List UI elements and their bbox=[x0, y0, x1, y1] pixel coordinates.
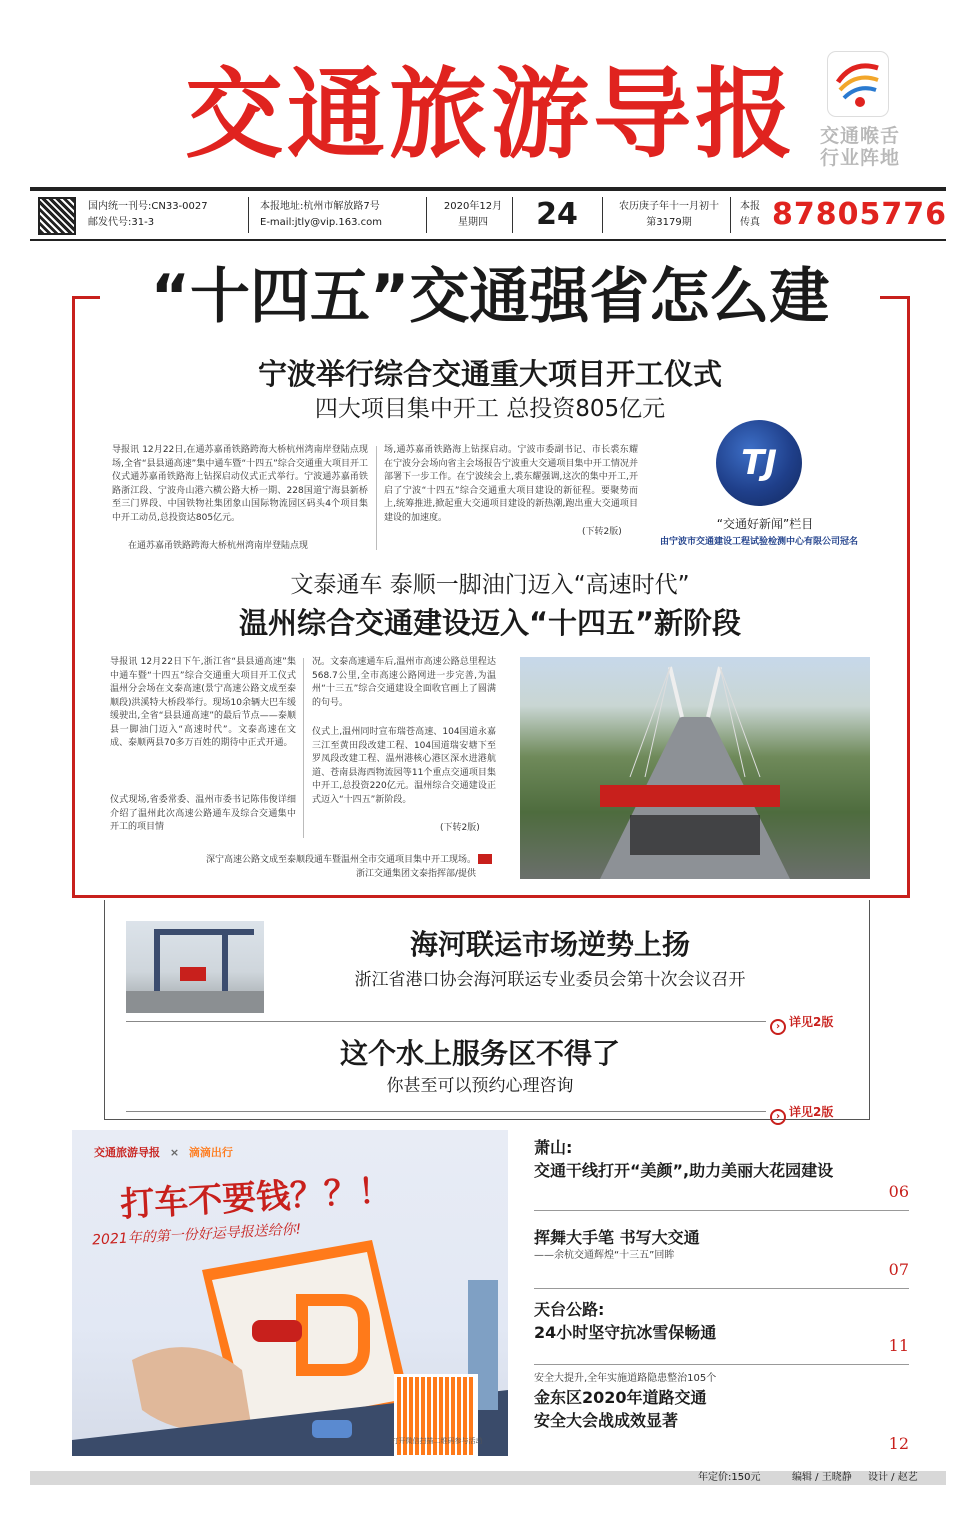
middle-story1-title[interactable]: 海河联运市场逆势上扬 bbox=[409, 928, 690, 961]
index-subtitle: ——余杭交通辉煌“十三五”回眸 bbox=[534, 1250, 675, 1261]
story1-subtitle: 四大项目集中开工 总投资805亿元 bbox=[314, 396, 666, 422]
middle-story2-ref[interactable] bbox=[770, 1103, 833, 1125]
weekday: 星期四 bbox=[458, 217, 488, 228]
story2-title[interactable]: 温州综合交通建设迈入“十四五”新阶段 bbox=[238, 606, 742, 640]
day-block bbox=[512, 191, 602, 239]
bridge-illustration bbox=[520, 657, 870, 879]
story2-continued: (下转2版) bbox=[440, 823, 480, 833]
newspaper-logo bbox=[828, 52, 888, 116]
caption-arrow-icon bbox=[478, 853, 492, 867]
index-item[interactable] bbox=[534, 1372, 909, 1456]
story1-continued: (下转2版) bbox=[582, 527, 622, 537]
email: E-mail:jtly@vip.163.com bbox=[260, 217, 382, 228]
story1-col2: 场,通苏嘉甬铁路海上钻探启动。宁波市委副书记、市长裘东耀在宁波分会场向省主会场报告宁波重大交通项目集中开工情况并部署下一步工作。在宁波续会上,裘东耀强调,这次的集中开工,开启了宁波“十四五”综合交通重大项目建设的新征程。要聚势而上,统筹推进,掀起重大交通项目建设的新热潮,跑出重大交通项目建设的加速度。 bbox=[384, 445, 638, 523]
index-title-2: 安全大会战成效显著 bbox=[534, 1411, 679, 1430]
fax-label-1: 本报 bbox=[740, 201, 760, 212]
postal-code: 邮发代号:31-3 bbox=[88, 217, 155, 228]
index-kicker: 天台公路: bbox=[534, 1300, 605, 1319]
cn-number: 国内统一刊号:CN33-0027 bbox=[88, 201, 208, 212]
story2-col2b: 仪式上,温州同时宣布瑞苍高速、104国道永嘉三江至黄田段改建工程、104国道瑞安塘下至罗凤段改建工程、温州港核心港区深水进港航道、苍南县海西物流园等11个重点交通项目集中开工,总投资220亿元。温州综合交通建设正式迈入“十四五”新阶段。 bbox=[312, 727, 496, 805]
fax-block bbox=[772, 191, 946, 239]
lunar-block bbox=[604, 191, 734, 239]
slogan-line: 行业阵地 bbox=[819, 147, 900, 169]
ad-headline: 打车不要钱？？！ bbox=[119, 1170, 394, 1226]
photo-caption: 深宁高速公路文成至泰顺段通车暨温州全市交通项目集中开工现场。 bbox=[205, 855, 476, 865]
story1-col1: 导报讯 12月22日,在通苏嘉甬铁路跨海大桥杭州湾南岸登陆点现场,全省“县县通高速”集中通车暨“十四五”综合交通重大项目开工仪式通苏嘉甬铁路海上钻探启动仪式正式举行。宁波通苏嘉甬铁路浙江段、宁波舟山港六横公路大桥一期、228国道宁海县新桥至三门界段、中国铁物社集团象山国际物流园区码头4个项目集中开工动员,总投资达805亿元。 bbox=[112, 445, 368, 523]
index-title: 交通干线打开“美颜”,助力美丽大花园建设 bbox=[534, 1161, 834, 1180]
story1-col1-end: 在通苏嘉甬铁路跨海大桥杭州湾南岸登陆点现 bbox=[128, 541, 309, 551]
date: 2020年12月 bbox=[443, 201, 503, 212]
sponsor-line: 由宁波市交通建设工程试验检测中心有限公司冠名 bbox=[659, 537, 858, 547]
fax-number: 87805776 bbox=[772, 197, 947, 232]
issue-number: 第3179期 bbox=[646, 217, 692, 228]
index-kicker: 萧山: bbox=[534, 1138, 573, 1157]
middle-story2-subtitle: 你甚至可以预约心理咨询 bbox=[386, 1076, 574, 1096]
index-item[interactable] bbox=[534, 1298, 909, 1360]
footer-design: 设计 / 赵艺 bbox=[868, 1472, 918, 1483]
index-page: 12 bbox=[888, 1434, 909, 1453]
lunar-date: 农历庚子年十一月初十 bbox=[619, 201, 719, 212]
lead-headline: “十四五”交通强省怎么建 bbox=[100, 262, 880, 332]
fax-label bbox=[740, 191, 770, 239]
footer-bar bbox=[30, 1471, 946, 1485]
middle-story2-title[interactable]: 这个水上服务区不得了 bbox=[339, 1037, 620, 1070]
good-news-logo bbox=[716, 420, 802, 506]
publication-codes bbox=[88, 191, 238, 239]
index-item[interactable] bbox=[534, 1136, 909, 1206]
index-item[interactable] bbox=[534, 1226, 909, 1284]
ad-tagline: 2021年的第一份好运导报送给你! bbox=[91, 1221, 302, 1249]
logo-swirl-icon bbox=[828, 52, 888, 116]
ref-label: 详见2版 bbox=[789, 1105, 834, 1119]
story2-col2: 况。文泰高速通车后,温州市高速公路总里程达568.7公里,全市高速公路网进一步完善,为温州“十三五”综合交通建设全面收官画上了圆满的句号。 bbox=[312, 657, 496, 708]
ad-brand-2: 滴滴出行 bbox=[188, 1146, 233, 1159]
ref-label: 详见2版 bbox=[789, 1015, 834, 1029]
story2-col1: 导报讯 12月22日下午,浙江省“县县通高速”集中通车暨“十四五”综合交通重大项目开工仪式温州分会场在文泰高速(景宁高速公路文成至泰顺段)洪溪特大桥段举行。现场10余辆大巴车缓缓驶出,全省“县县通高速”的最后节点——泰顺县一脚油门迈入“高速时代”。文泰高速在文成、泰顺两县70多万百姓的期待中正式开通。 bbox=[110, 657, 296, 748]
date-block bbox=[434, 191, 512, 239]
arrow-right-icon: › bbox=[770, 1109, 786, 1125]
port-crane-illustration bbox=[126, 921, 264, 1013]
ad-brand-x: × bbox=[169, 1146, 180, 1159]
fax-label-2: 传真 bbox=[740, 217, 760, 228]
ad-brand-1: 交通旅游导报 bbox=[94, 1146, 160, 1159]
index-title: 挥舞大手笔 书写大交通 bbox=[534, 1228, 700, 1247]
address: 本报地址:杭州市解放路7号 bbox=[260, 201, 380, 212]
index-title: 金东区2020年道路交通 bbox=[534, 1388, 707, 1407]
index-pre: 安全大提升,全年实施道路隐患整治105个 bbox=[534, 1373, 717, 1384]
qr-code-icon bbox=[38, 197, 76, 235]
masthead-title: 交通旅游导报 bbox=[185, 58, 798, 172]
index-page: 11 bbox=[888, 1336, 909, 1355]
index-page: 07 bbox=[888, 1260, 909, 1279]
didi-advertisement[interactable] bbox=[72, 1130, 508, 1456]
good-news-logo-mark: TJ bbox=[741, 443, 777, 483]
ad-brands bbox=[94, 1144, 233, 1160]
middle-story1-ref[interactable] bbox=[770, 1013, 833, 1035]
arrow-right-icon: › bbox=[770, 1019, 786, 1035]
bridge-photo bbox=[520, 657, 870, 879]
index-title: 24小时坚守抗冰雪保畅通 bbox=[534, 1323, 717, 1342]
info-bar bbox=[30, 187, 946, 241]
footer-editor: 编辑 / 王晓静 bbox=[792, 1472, 852, 1483]
port-photo bbox=[126, 921, 264, 1013]
story2-col1b: 仪式现场,省委常委、温州市委书记陈伟俊详细介绍了温州此次高速公路通车及综合交通集中开工的项目情 bbox=[110, 795, 296, 832]
middle-story1-subtitle: 浙江省港口协会海河联运专业委员会第十次会议召开 bbox=[354, 970, 746, 990]
story1-title[interactable]: 宁波举行综合交通重大项目开工仪式 bbox=[257, 357, 722, 391]
address-block bbox=[260, 191, 430, 239]
story2-kicker: 文泰通车 泰顺一脚油门迈入“高速时代” bbox=[290, 572, 690, 598]
day-number: 24 bbox=[536, 197, 578, 232]
slogan bbox=[800, 125, 920, 169]
slogan-line: 交通喉舌 bbox=[819, 125, 900, 147]
footer-price: 年定价:150元 bbox=[698, 1472, 761, 1483]
ad-qr-caption: 打开微信扫描二维码参与活动 bbox=[391, 1437, 483, 1445]
photo-credit: 浙江交通集团文泰指挥部/提供 bbox=[355, 869, 476, 879]
logo-caption: “交通好新闻”栏目 bbox=[716, 517, 814, 531]
index-page: 06 bbox=[888, 1182, 909, 1201]
